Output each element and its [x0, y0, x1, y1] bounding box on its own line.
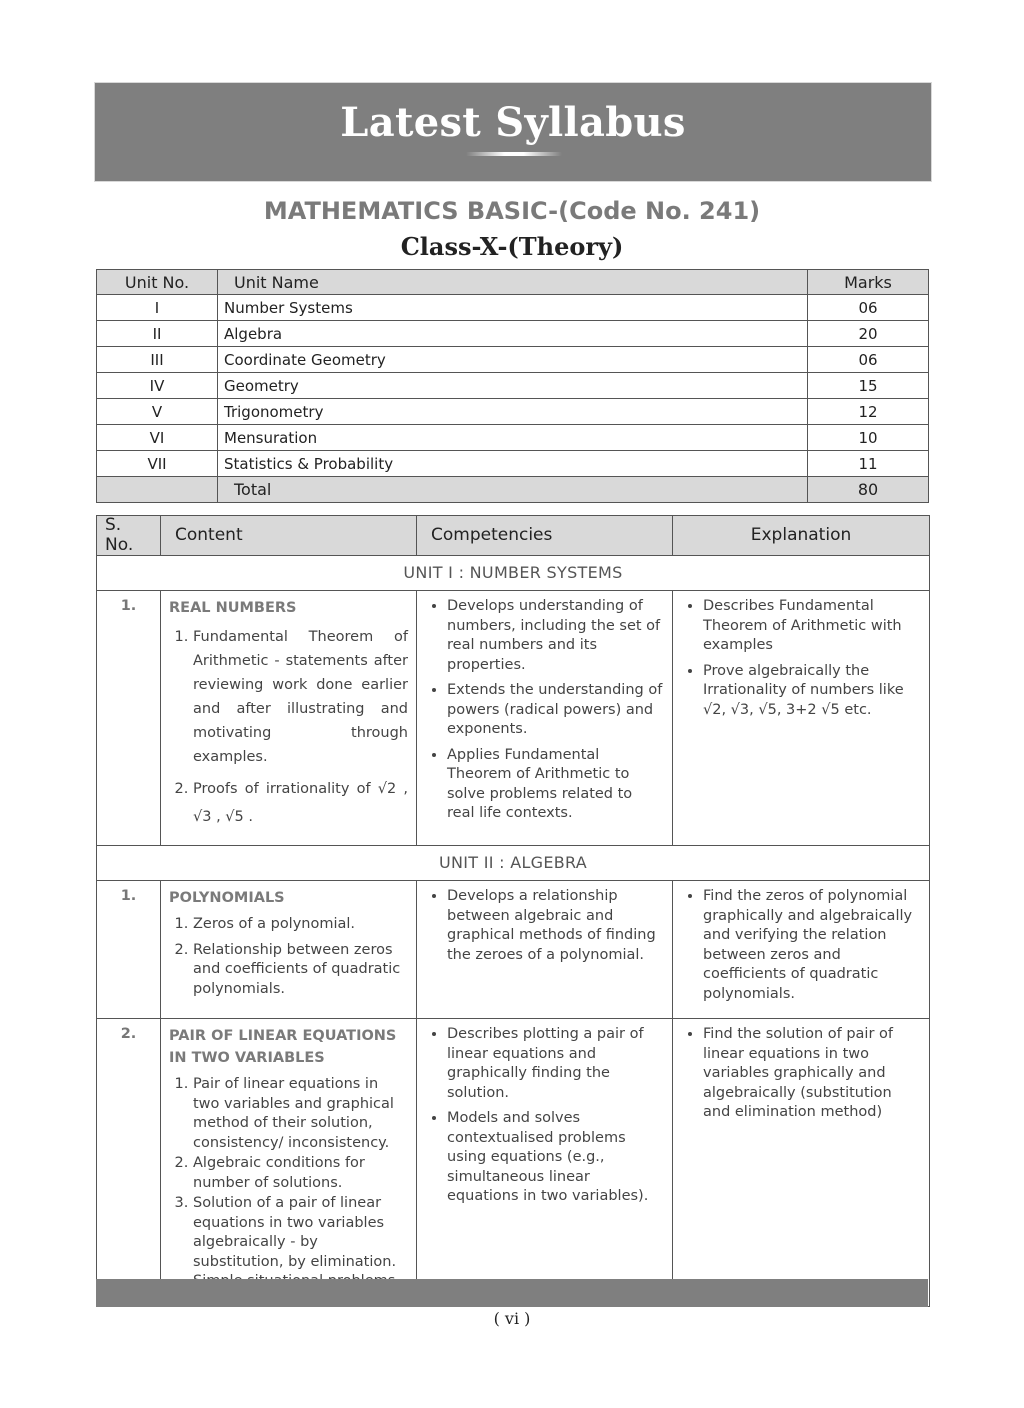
- unit-marks: 10: [808, 425, 929, 451]
- unit-no: VII: [97, 451, 218, 477]
- unit-no: III: [97, 347, 218, 373]
- list-item: • Extends the understanding of powers (radical powers) and exponents.: [447, 681, 664, 740]
- unit-name: Algebra: [218, 321, 808, 347]
- total-empty-cell: [97, 477, 218, 503]
- competencies-list: [425, 887, 664, 965]
- list-item: • Describes plotting a pair of linear equations and graphically finding the solution.: [447, 1025, 664, 1103]
- subject-title: MATHEMATICS BASIC-(Code No. 241): [263, 197, 761, 225]
- header-banner: [94, 82, 932, 182]
- units-header-row: [97, 270, 929, 295]
- unit-name: Number Systems: [218, 295, 808, 321]
- list-item: • Models and solves contextualised problems using equations (e.g., simultaneous linear equations in two variables).: [447, 1109, 664, 1207]
- content-list: [169, 915, 408, 999]
- unit-no: VI: [97, 425, 218, 451]
- serial-number: 2.: [97, 1019, 161, 1307]
- unit-marks: 12: [808, 399, 929, 425]
- content-list: [169, 1075, 408, 1292]
- header-explanation: Explanation: [673, 516, 930, 556]
- content-cell: [161, 591, 417, 846]
- total-row: [97, 477, 929, 503]
- table-row: [97, 295, 929, 321]
- list-item: • Develops a relationship between algebraic and graphical methods of finding the zeroes of a polynomial.: [447, 887, 664, 965]
- list-item: • Find the zeros of polynomial graphically and algebraically and verifying the relation between zeros and coefficients of quadratic polynomials.: [703, 887, 921, 1004]
- unit-1-title: UNIT I : NUMBER SYSTEMS: [97, 556, 930, 591]
- explanation-list: [681, 1025, 921, 1123]
- competencies-list: [425, 1025, 664, 1207]
- unit-2-title: UNIT II : ALGEBRA: [97, 846, 930, 881]
- unit-marks: 15: [808, 373, 929, 399]
- explanation-cell: [673, 591, 930, 846]
- unit-heading-row: [97, 846, 930, 881]
- competencies-cell: [417, 591, 673, 846]
- table-row: [97, 399, 929, 425]
- table-row: [97, 1019, 930, 1307]
- units-marks-table: [96, 269, 929, 503]
- unit-no: II: [97, 321, 218, 347]
- list-item: 2. Proofs of irrationality of √2 , √3 , √5 .: [193, 775, 408, 831]
- unit-name: Coordinate Geometry: [218, 347, 808, 373]
- list-item: 1. Fundamental Theorem of Arithmetic - statements after reviewing work done earlier and after illustrating and motivating through examples.: [193, 625, 408, 769]
- list-item: • Find the solution of pair of linear equations in two variables graphically and algebraically (substitution and elimination method): [703, 1025, 921, 1123]
- table-row: [97, 451, 929, 477]
- class-title: Class-X-(Theory): [400, 232, 624, 261]
- syllabus-content-table: [96, 515, 930, 1307]
- list-item: 1. Pair of linear equations in two variables and graphical method of their solution, consistency/ inconsistency.: [193, 1075, 408, 1153]
- unit-marks: 06: [808, 347, 929, 373]
- table-row: [97, 347, 929, 373]
- list-item: 2. Relationship between zeros and coefficients of quadratic polynomials.: [193, 941, 408, 1000]
- table-row: [97, 425, 929, 451]
- explanation-cell: [673, 1019, 930, 1307]
- content-list: [169, 625, 408, 831]
- unit-heading-row: [97, 556, 930, 591]
- unit-marks: 20: [808, 321, 929, 347]
- header-unit-name: Unit Name: [218, 270, 808, 295]
- explanation-list: [681, 597, 921, 720]
- explanation-list: [681, 887, 921, 1004]
- footer-bar: [96, 1279, 928, 1307]
- list-item: • Describes Fundamental Theorem of Arithmetic with examples: [703, 597, 921, 656]
- topic-title: REAL NUMBERS: [169, 600, 297, 616]
- table-row: [97, 591, 930, 846]
- unit-name: Trigonometry: [218, 399, 808, 425]
- header-sno: S. No.: [97, 516, 161, 556]
- unit-name: Statistics & Probability: [218, 451, 808, 477]
- content-header-row: [97, 516, 930, 556]
- list-item: • Develops understanding of numbers, including the set of real numbers and its properties.: [447, 597, 664, 675]
- unit-no: V: [97, 399, 218, 425]
- header-unit-no: Unit No.: [97, 270, 218, 295]
- competencies-cell: [417, 881, 673, 1019]
- list-item: • Applies Fundamental Theorem of Arithmetic to solve problems related to real life contexts.: [447, 746, 664, 824]
- header-competencies: Competencies: [417, 516, 673, 556]
- unit-name: Geometry: [218, 373, 808, 399]
- total-marks: 80: [808, 477, 929, 503]
- unit-marks: 11: [808, 451, 929, 477]
- list-item: 1. Zeros of a polynomial.: [193, 915, 408, 935]
- competencies-list: [425, 597, 664, 824]
- unit-no: IV: [97, 373, 218, 399]
- header-content: Content: [161, 516, 417, 556]
- content-cell: [161, 1019, 417, 1307]
- table-row: [97, 373, 929, 399]
- title-underline-swash: [466, 152, 562, 156]
- header-marks: Marks: [808, 270, 929, 295]
- content-cell: [161, 881, 417, 1019]
- list-item: • Prove algebraically the Irrationality of numbers like √2, √3, √5, 3+2 √5 etc.: [703, 662, 921, 721]
- unit-marks: 06: [808, 295, 929, 321]
- table-row: [97, 321, 929, 347]
- unit-no: I: [97, 295, 218, 321]
- serial-number: 1.: [97, 591, 161, 846]
- list-item: 3. Solution of a pair of linear equations in two variables algebraically - by substitution, by elimination.: [193, 1194, 408, 1292]
- total-label: Total: [218, 477, 808, 503]
- topic-title: PAIR OF LINEAR EQUATIONS IN TWO VARIABLES: [169, 1028, 397, 1066]
- banner-title: Latest Syllabus: [340, 99, 686, 146]
- competencies-cell: [417, 1019, 673, 1307]
- serial-number: 1.: [97, 881, 161, 1019]
- page-number: ( vi ): [493, 1309, 531, 1328]
- table-row: [97, 881, 930, 1019]
- unit-name: Mensuration: [218, 425, 808, 451]
- topic-title: POLYNOMIALS: [169, 890, 285, 906]
- explanation-cell: [673, 881, 930, 1019]
- list-item: 2. Algebraic conditions for number of solutions.: [193, 1154, 408, 1193]
